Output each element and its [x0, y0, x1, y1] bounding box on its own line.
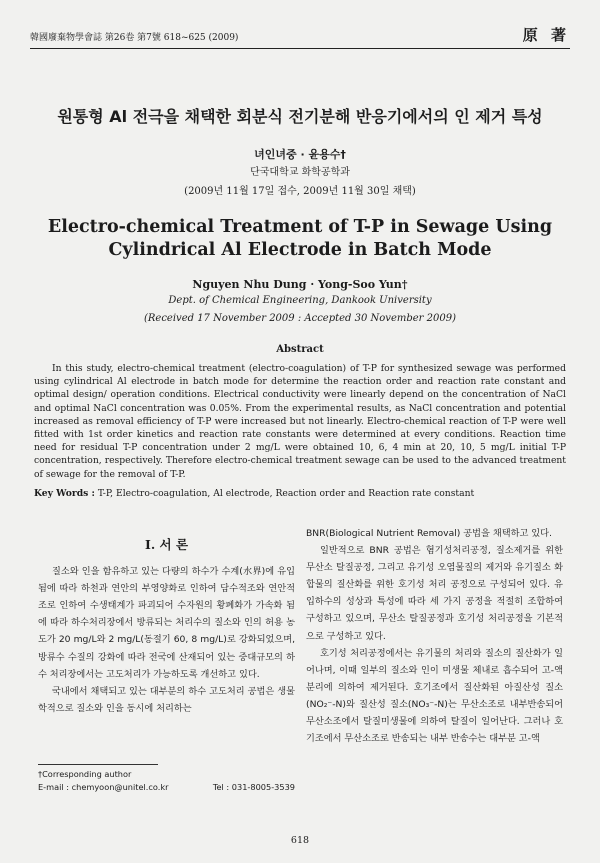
english-affiliation: Dept. of Chemical Engineering, Dankook University: [168, 295, 432, 306]
right-column: [306, 525, 563, 747]
paragraph: 일반적으로 BNR 공법은 혐기성처리공정, 질소제거를 위한 무산소 탈질공정, 그리고 유기성 오염물질의 제거와 유기질소 화합물의 질산화를 위한 호기성 처리 공정으로 구성되어 있다. 유입하수의 성상과 특성에 따라 세 가지 공정을 적절히 조합하여 구성하고 있으며, 무산소 탈질공정과 호기성 처리공정을 기본적으로 구성하고 있다.: [306, 545, 563, 642]
paragraph: 질소와 인을 함유하고 있는 다량의 하수가 수계(水界)에 유입됨에 따라 하천과 연안의 부영양화로 인하여 담수적조와 연안적조로 인하여 수생태계가 파괴되어 수자원의 황폐화가 가속화 됨에 따라 하수처리장에서 방류되는 처리수의 질소와 인의 허용 농도가 20 mg/L와 2 mg/L(동절기 60, 8 mg/L)로 강화되었으며, 방류수 수질의 강화에 따라 전국에 산재되어 있는 중대규모의 하수 처리장에서는 고도처리가 가능하도록 개선하고 있다.: [38, 566, 295, 680]
running-header: [30, 26, 570, 46]
section-title: I. 서 론: [144, 537, 189, 552]
keywords: [34, 488, 566, 499]
page-number: 618: [290, 835, 310, 846]
korean-title: 원통형 Al 전극을 채택한 회분식 전기분해 반응기에서의 인 제거 특성: [57, 107, 543, 126]
header-rule: [30, 48, 570, 49]
paragraph: BNR(Biological Nutrient Removal) 공법을 채택하고 있다.: [306, 528, 552, 539]
korean-authors: 녀인녀중 · 윤용수†: [254, 148, 346, 161]
english-title: Electro-chemical Treatment of T-P in Sewage Using Cylindrical Al Electrode in Batch Mode: [47, 217, 553, 260]
article-type-label: 原 著: [522, 26, 570, 44]
left-column: [38, 534, 295, 717]
keywords-text: T-P, Electro-coagulation, Al electrode, Reaction order and Reaction rate constant: [97, 488, 475, 499]
english-authors: Nguyen Nhu Dung · Yong-Soo Yun†: [192, 278, 408, 291]
korean-dates: (2009년 11월 17일 접수, 2009년 11월 30일 채택): [184, 186, 416, 197]
paragraph: 호기성 처리공정에서는 유기물의 처리와 질소의 질산화가 일어나며, 이때 일부의 질소와 인이 미생물 체내로 흡수되어 고-액 분리에 의하여 제거된다. 호기조에서 질산화된 아질산성 질소(NO₂⁻-N)와 질산성 질소(NO₃⁻-N)는 무산소조로 내부반송되어 무산소조에서 탈질미생물에 의하여 탈질이 일어난다. 그러나 호기조에서 무산소조로 반송되는 내부 반송수는 대부분 고-액: [306, 647, 563, 745]
abstract-text: In this study, electro-chemical treatment (electro-coagulation) of T-P for synthesized sewage was performed using cylindrical Al electrode in batch mode for determine the reaction order and reaction rate constant and optimal design/ operation conditions. Electrical conductivity were linearly depend on the concentration of NaCl and optimal NaCl concentration was 0.05%. From the experimental results, as NaCl concentration and potential increased as removal efficiency of T-P were increased but not linearly. Electro-chemical reaction of T-P were well fitted with 1st order kinetics and reaction rate constants were determined at every conditions. Reaction time need for residual T-P concentration under 2 mg/L were obtained 10, 6, 4 min at 20, 10, 5 mg/L initial T-P concentration, respectively. Therefore electro-chemical treatment sewage can be used to the advanced treatment of sewage for the removal of T-P.: [34, 363, 566, 480]
journal-citation: 韓國廢棄物學會誌 第26卷 第7號 618~625 (2009): [30, 33, 239, 43]
footnote-rule: [38, 764, 158, 765]
abstract-heading: Abstract: [276, 344, 324, 355]
corresponding-author-label: †Corresponding author: [38, 769, 132, 779]
footnote-email: E-mail : chemyoon@unitel.co.kr: [38, 782, 169, 792]
korean-affiliation: 단국대학교 화학공학과: [250, 167, 350, 178]
keywords-label: Key Words :: [34, 488, 95, 499]
english-dates: (Received 17 November 2009 : Accepted 30 November 2009): [143, 313, 456, 324]
footnote: [38, 768, 295, 794]
footnote-tel: Tel : 031-8005-3539: [212, 782, 295, 792]
paragraph: 국내에서 채택되고 있는 대부분의 하수 고도처리 공법은 생물학적으로 질소와 인을 동시에 처리하는: [38, 685, 295, 714]
